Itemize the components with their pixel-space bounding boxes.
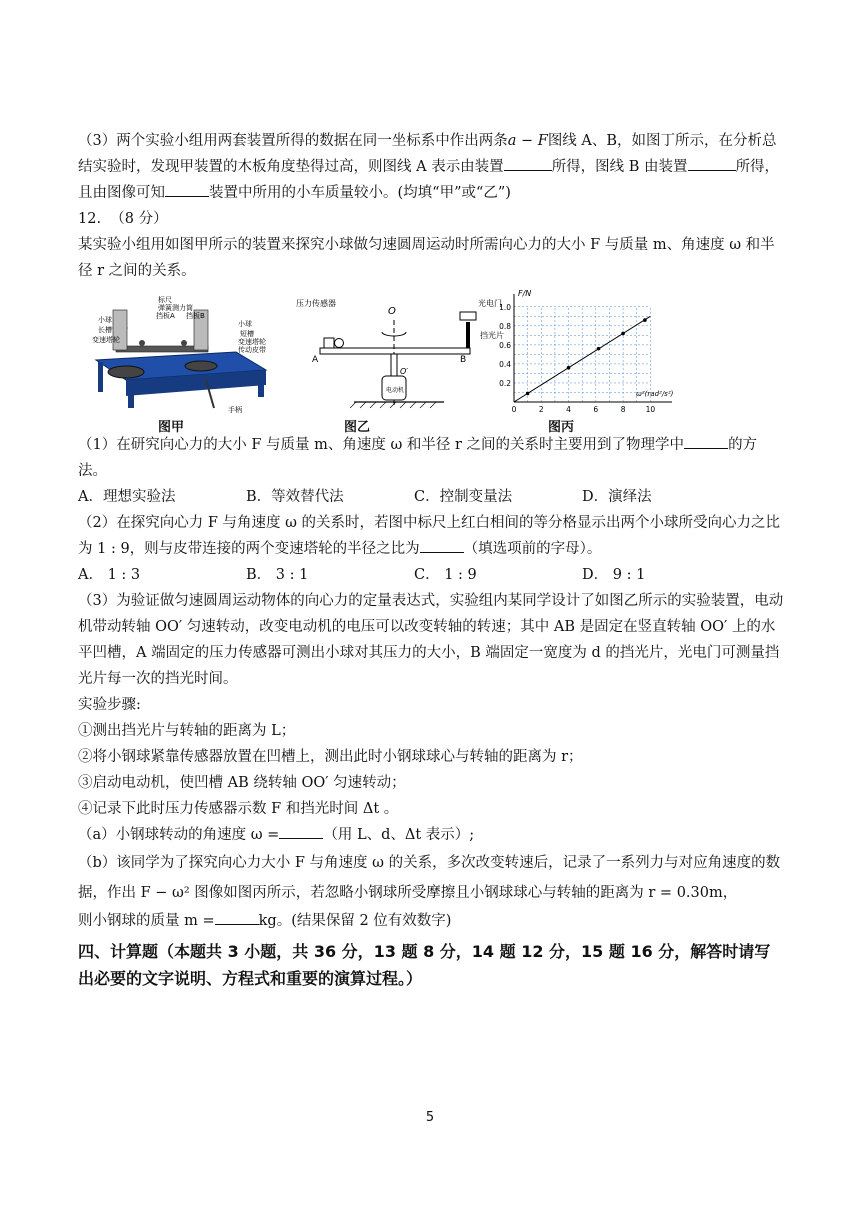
label-yi-0: 压力传感器 [296, 299, 336, 308]
option-b[interactable]: B． 3 : 1 [246, 567, 309, 583]
label-jia-2: 挡板A [156, 312, 175, 320]
formula-a-F: a − F [507, 133, 548, 149]
label-yi-4: B [460, 355, 467, 365]
base-leg [128, 394, 134, 408]
x-tick-label: 0 [511, 405, 517, 414]
option-d[interactable]: D． 9 : 1 [582, 567, 646, 583]
q12-sub2-options [78, 562, 784, 588]
label-jia-10: 传动皮带 [238, 346, 266, 354]
data-point [643, 318, 647, 322]
base-leg [98, 362, 103, 392]
label-yi-5: 挡光片 [480, 331, 504, 340]
step-2: ②将小钢球紧靠传感器放置在凹槽上，测出此时小钢球球心与转轴的距离为 r； [78, 749, 583, 765]
document-page [78, 128, 784, 992]
q12-sub-a: （a）小钢球转动的角速度 ω = （用 L、d、Δt 表示）; [78, 822, 784, 848]
option-a[interactable]: A． 1 : 3 [78, 567, 141, 583]
ball [139, 340, 145, 346]
label-yi-3: A [312, 355, 319, 365]
answer-blank[interactable] [420, 536, 464, 553]
fig-jia-apparatus [86, 290, 276, 428]
label-yi-1: O [388, 306, 396, 317]
step-3: ③启动电动机，使凹槽 AB 绕转轴 OO′ 匀速转动； [78, 775, 406, 791]
label-jia-0: 标尺 [158, 296, 172, 304]
ground-hatch [350, 402, 356, 408]
data-point [567, 366, 571, 370]
pressure-sensor [324, 338, 334, 348]
answer-blank[interactable] [215, 908, 259, 925]
tower-pulley-left [108, 366, 144, 378]
y-tick-label: 0.8 [499, 321, 511, 331]
x-tick-label: 8 [620, 405, 626, 414]
answer-blank[interactable] [165, 180, 209, 197]
step-4: ④记录下此时压力传感器示数 F 和挡光时间 Δt 。 [78, 801, 399, 817]
step-1: ①测出挡光片与转轴的距离为 L； [78, 723, 296, 739]
fig-yi-caption: 图乙 [344, 420, 371, 435]
option-c[interactable]: C．控制变量法 [414, 489, 513, 505]
label-jia-11: 手柄 [228, 406, 242, 414]
x-tick-label: 4 [566, 405, 571, 414]
ground-hatch [360, 402, 366, 408]
option-c[interactable]: C． 1 : 9 [414, 567, 477, 583]
fig-bing-caption: 图丙 [548, 420, 575, 435]
q12-intro: 某实验小组用如图甲所示的装置来探究小球做匀速圆周运动时所需向心力的大小 F 与质量 m、角速度 ω 和半径 r 之间的关系。 [78, 237, 775, 279]
ground-hatch [420, 402, 426, 408]
groove-AB [320, 348, 470, 354]
q12-sub2: （2）在探究向心力 F 与角速度 ω 的关系时，若图中标尺上红白相间的等分格显示出两个小球所受向心力之比为 1 : 9，则与皮带连接的两个变速塔轮的半径之比为 （填选项前的字母）。 [78, 515, 781, 557]
ground-hatch [400, 402, 406, 408]
answer-blank[interactable] [279, 822, 323, 839]
ground-hatch [410, 402, 416, 408]
label-jia-6: 变速塔轮 [92, 336, 120, 344]
shutter-plate [466, 322, 470, 348]
label-jia-1: 弹簧测力筒 [158, 304, 193, 312]
tower-pulley-right [185, 361, 217, 371]
fig-bing-chart [492, 290, 682, 420]
steel-ball [335, 339, 344, 348]
q12-sub1: （1）在研究向心力的大小 F 与质量 m、角速度 ω 和半径 r 之间的关系时主要用到了物理学中 的方法。 [78, 432, 784, 484]
fig-jia-caption: 图甲 [158, 420, 185, 435]
answer-blank[interactable] [688, 154, 736, 171]
q12-sub-b-mass: 则小钢球的质量 m = kg。(结果保留 2 位有效数字) [78, 908, 784, 934]
figure-row [78, 289, 784, 435]
page-number: 5 [425, 1110, 435, 1125]
ground-hatch [370, 402, 376, 408]
ground-hatch [390, 402, 396, 408]
spring-cylinder-left [113, 310, 127, 350]
answer-blank[interactable] [684, 432, 728, 449]
data-point [597, 347, 601, 351]
q12-sub1-options [78, 484, 784, 510]
label-jia-5: 长槽 [98, 326, 112, 334]
option-a[interactable]: A．理想实验法 [78, 489, 176, 505]
q12-header: 12. （8 分） [78, 211, 168, 227]
x-axis-label: ω²(rad²/s²) [636, 390, 674, 398]
option-b[interactable]: B．等效替代法 [246, 489, 344, 505]
base-leg [258, 383, 264, 397]
x-tick-label: 2 [538, 405, 544, 414]
q12-sub-b: （b）该同学为了探究向心力大小 F 与角速度 ω 的关系，多次改变转速后，记录了一系列力与对应角速度的数据，作出 F − ω² 图像如图丙所示，若忽略小钢球所受摩擦且小钢球球心与转轴的距离为 r = 0.30m， [78, 855, 781, 901]
label-jia-7: 小球 [238, 320, 252, 328]
y-tick-label: 0.6 [499, 340, 511, 350]
option-d[interactable]: D．演绎法 [582, 489, 652, 505]
y-tick-label: 0.4 [499, 359, 511, 369]
x-tick-label: 10 [645, 405, 656, 414]
label-jia-8: 短槽 [240, 330, 254, 338]
label-yi-6: O′ [400, 367, 409, 376]
q11-part3: （3）两个实验小组用两套装置所得的数据在同一坐标系中作出两条a − F图线 A、B，如图丁所示，在分析总结实验时，发现甲装置的木板角度垫得过高，则图线 A 表示由装置 所得，图线 B 由装置 所得，且由图像可知 装置中所用的小车质量较小。(均填“甲”或“乙”) [78, 133, 780, 201]
fig-yi-apparatus [294, 290, 504, 428]
steps-title: 实验步骤: [78, 697, 141, 713]
data-point [621, 332, 625, 336]
y-axis-label: F/N [518, 289, 532, 298]
data-point [526, 392, 530, 396]
label-yi-7: 电动机 [386, 387, 405, 394]
x-tick-label: 6 [593, 405, 599, 414]
section-4-heading: 四、计算题（本题共 3 小题，共 36 分，13 题 8 分，14 题 12 分，15 题 16 分，解答时请写出必要的文字说明、方程式和重要的演算过程。） [78, 942, 771, 988]
shaft [391, 354, 397, 376]
q12-sub3: （3）为验证做匀速圆周运动物体的向心力的定量表达式，实验组内某同学设计了如图乙所示的实验装置，电动机带动转轴 OO′ 匀速转动，改变电动机的电压可以改变转轴的转速；其中 AB 是固定在竖直转轴 OO′ 上的水平凹槽，A 端固定的压力传感器可测出小球对其压力的大小，B 端固定一宽度为 d 的挡光片，光电门可测量挡光片每一次的挡光时间。 [78, 593, 784, 687]
label-jia-4: 小球 [98, 316, 112, 324]
photogate [460, 312, 476, 320]
y-tick-label: 0.2 [499, 378, 511, 388]
answer-blank[interactable] [504, 154, 552, 171]
label-yi-2: 光电门 [478, 299, 502, 308]
label-jia-3: 挡板B [186, 312, 205, 320]
ball [181, 340, 187, 346]
ground-hatch [430, 402, 436, 408]
y-tick-label: 1.0 [499, 302, 511, 312]
label-jia-9: 变速塔轮 [238, 338, 266, 346]
ground-hatch [380, 402, 386, 408]
